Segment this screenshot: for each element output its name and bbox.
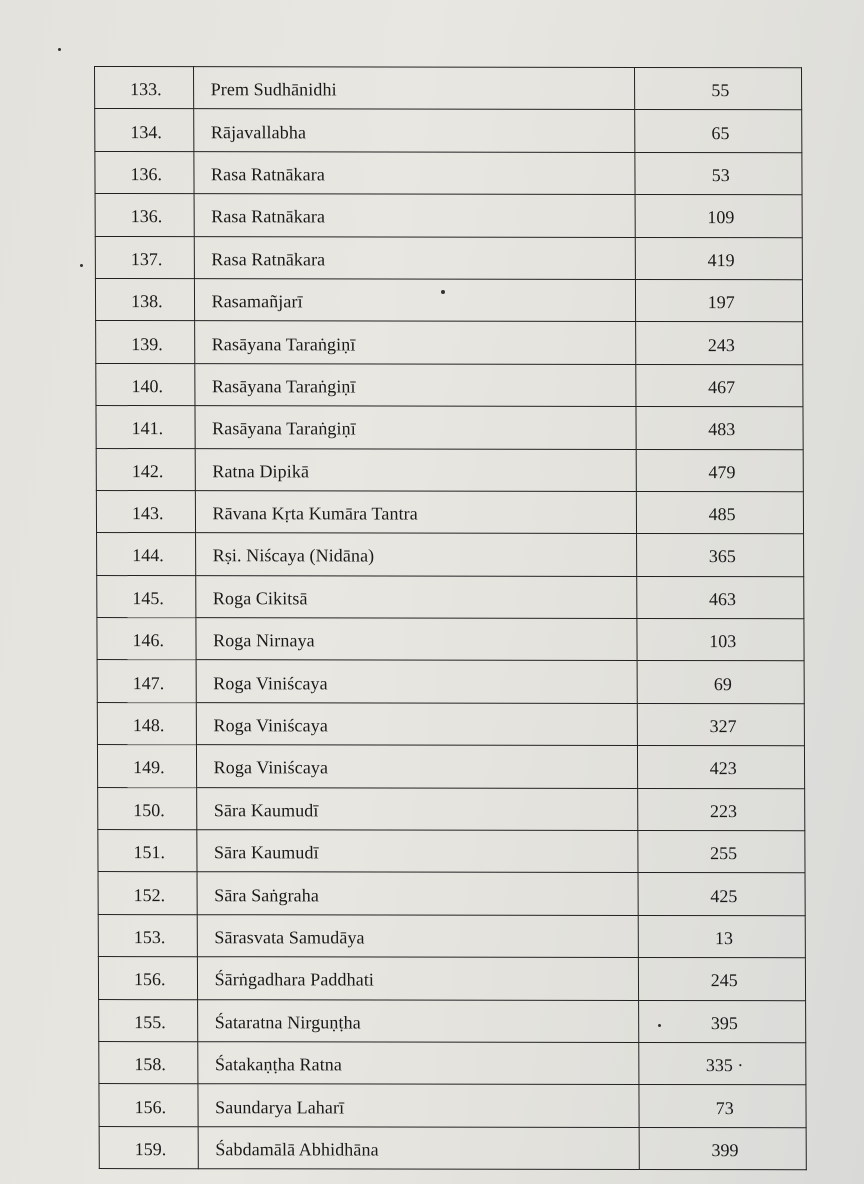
table-row bbox=[99, 1084, 806, 1128]
print-speck bbox=[58, 48, 61, 51]
entry-number: 142. bbox=[96, 448, 195, 491]
entry-number: 133. bbox=[95, 67, 194, 110]
entry-page-number: 13 bbox=[639, 915, 806, 958]
entry-title: Rasāyana Taraṅgiṇī bbox=[194, 363, 636, 406]
entry-number: 136. bbox=[95, 151, 194, 194]
table-row bbox=[96, 448, 803, 492]
entry-title: Rāvana Kṛta Kumāra Tantra bbox=[195, 491, 637, 534]
table-row bbox=[98, 872, 805, 916]
entry-title: Sārasvata Samudāya bbox=[197, 914, 639, 957]
table-row bbox=[97, 575, 804, 619]
entry-page-number: 69 bbox=[637, 661, 804, 704]
entry-title: Rasa Ratnākara bbox=[193, 151, 635, 194]
entry-title: Rasāyana Taraṅgiṇī bbox=[195, 406, 637, 449]
entry-title: Śataratna Nirguṇṭha bbox=[197, 999, 639, 1042]
entry-title: Rasa Ratnākara bbox=[194, 194, 636, 237]
book-index-table bbox=[94, 66, 807, 1170]
entry-number: 149. bbox=[97, 745, 196, 788]
entry-number: 153. bbox=[98, 914, 197, 957]
table-row bbox=[96, 321, 803, 365]
entry-number: 145. bbox=[97, 575, 196, 618]
entry-title: Rasāyana Taraṅgiṇī bbox=[194, 321, 636, 364]
entry-page-number: 365 bbox=[637, 534, 804, 577]
entry-page-number: 223 bbox=[638, 788, 805, 831]
table-row bbox=[99, 1126, 806, 1170]
entry-title: Ratna Dipikā bbox=[195, 448, 637, 491]
entry-page-number: 395 bbox=[639, 1000, 806, 1043]
entry-title: Saundarya Laharī bbox=[198, 1084, 640, 1127]
entry-page-number: 419 bbox=[636, 237, 803, 280]
entry-number: 143. bbox=[96, 490, 195, 533]
table-row bbox=[95, 151, 802, 195]
entry-title: Roga Cikitsā bbox=[195, 575, 637, 618]
table-row bbox=[97, 745, 804, 789]
entry-number: 151. bbox=[98, 830, 197, 873]
entry-page-number: 479 bbox=[637, 449, 804, 492]
table-row bbox=[98, 830, 805, 874]
table-row bbox=[98, 957, 805, 1001]
entry-page-number: 399 bbox=[640, 1127, 807, 1170]
entry-title: Prem Sudhānidhi bbox=[193, 67, 635, 110]
table-row bbox=[96, 363, 803, 407]
entry-number: 146. bbox=[97, 618, 196, 661]
table-row bbox=[95, 67, 802, 111]
entry-page-number: 245 bbox=[639, 958, 806, 1001]
table-row bbox=[96, 406, 803, 450]
table-row bbox=[95, 236, 802, 280]
entry-number: 159. bbox=[99, 1126, 198, 1169]
table-row bbox=[95, 109, 802, 153]
index-table-body bbox=[95, 67, 807, 1170]
print-speck bbox=[80, 264, 83, 267]
entry-page-number: 55 bbox=[635, 67, 802, 110]
table-row bbox=[98, 787, 805, 831]
table-row bbox=[97, 660, 804, 704]
entry-title: Sāra Saṅgraha bbox=[197, 872, 639, 915]
entry-number: 136. bbox=[95, 194, 194, 237]
entry-page-number: 485 bbox=[637, 491, 804, 534]
table-row bbox=[99, 999, 806, 1043]
entry-page-number: 103 bbox=[637, 619, 804, 662]
table-row bbox=[99, 1042, 806, 1086]
table-row bbox=[95, 194, 802, 238]
entry-number: 147. bbox=[97, 660, 196, 703]
entry-title: Sāra Kaumudī bbox=[196, 830, 638, 873]
entry-page-number: 243 bbox=[636, 322, 803, 365]
entry-page-number: 255 bbox=[638, 830, 805, 873]
entry-page-number: 463 bbox=[637, 576, 804, 619]
entry-number: 158. bbox=[99, 1042, 198, 1085]
entry-number: 140. bbox=[96, 363, 195, 406]
entry-number: 152. bbox=[98, 872, 197, 915]
entry-title: Sāra Kaumudī bbox=[196, 787, 638, 830]
entry-number: 155. bbox=[99, 999, 198, 1042]
table-row bbox=[95, 278, 802, 322]
entry-page-number: 327 bbox=[638, 703, 805, 746]
entry-page-number: 65 bbox=[635, 110, 802, 153]
entry-title: Roga Viniścaya bbox=[196, 660, 638, 703]
entry-page-number: 483 bbox=[636, 407, 803, 450]
entry-page-number: 467 bbox=[636, 364, 803, 407]
entry-number: 150. bbox=[98, 787, 197, 830]
table-row bbox=[98, 914, 805, 958]
entry-page-number: 53 bbox=[635, 152, 802, 195]
entry-title: Rṣi. Niścaya (Nidāna) bbox=[195, 533, 637, 576]
entry-title: Rasa Ratnākara bbox=[194, 236, 636, 279]
table-row bbox=[97, 533, 804, 577]
entry-title: Śatakaṇṭha Ratna bbox=[197, 1042, 639, 1085]
entry-title: Śārṅgadhara Paddhati bbox=[197, 957, 639, 1000]
entry-title: Roga Viniścaya bbox=[196, 745, 638, 788]
entry-page-number: 335 · bbox=[639, 1042, 806, 1085]
entry-number: 134. bbox=[95, 109, 194, 152]
entry-title: Rājavallabha bbox=[193, 109, 635, 152]
entry-title: Roga Nirnaya bbox=[195, 618, 637, 661]
entry-page-number: 109 bbox=[635, 195, 802, 238]
entry-page-number: 423 bbox=[638, 746, 805, 789]
entry-number: 144. bbox=[97, 533, 196, 576]
entry-page-number: 197 bbox=[636, 279, 803, 322]
table-row bbox=[96, 490, 803, 534]
entry-title: Rasamañjarī bbox=[194, 279, 636, 322]
table-row bbox=[97, 618, 804, 662]
table-row bbox=[97, 702, 804, 746]
entry-number: 138. bbox=[95, 278, 194, 321]
entry-number: 148. bbox=[97, 702, 196, 745]
entry-title: Śabdamālā Abhidhāna bbox=[198, 1126, 640, 1169]
entry-number: 137. bbox=[95, 236, 194, 279]
entry-page-number: 73 bbox=[639, 1085, 806, 1128]
entry-title: Roga Viniścaya bbox=[196, 703, 638, 746]
entry-number: 141. bbox=[96, 406, 195, 449]
entry-number: 156. bbox=[99, 1084, 198, 1127]
entry-page-number: 425 bbox=[638, 873, 805, 916]
entry-number: 139. bbox=[96, 321, 195, 364]
entry-number: 156. bbox=[98, 957, 197, 1000]
